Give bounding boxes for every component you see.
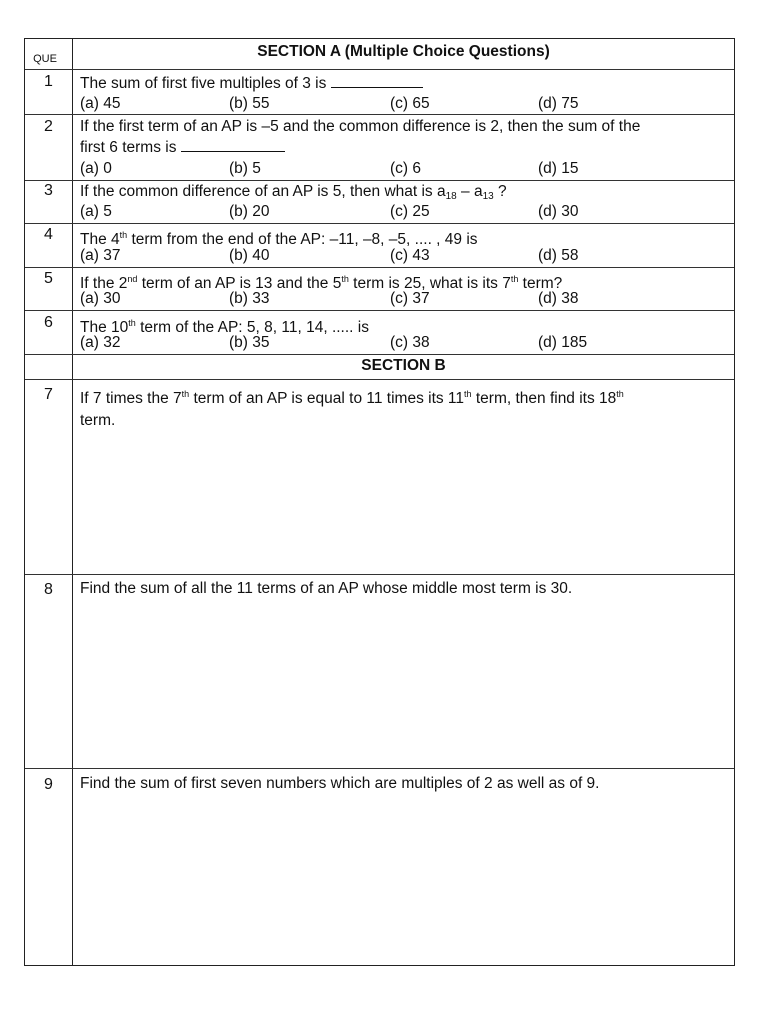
section-b-title: SECTION B [361, 357, 446, 374]
question-1-text [80, 73, 725, 94]
row-divider [25, 354, 734, 355]
question-1-options [80, 95, 725, 115]
question-number: 4 [44, 226, 53, 243]
row-divider [25, 114, 734, 115]
question-text: term of an AP is equal to 11 times its 11 [189, 390, 465, 407]
superscript: th [128, 318, 136, 328]
question-text: term. [80, 412, 116, 429]
option-c: (c) 37 [390, 290, 430, 307]
subscript: 18 [445, 191, 457, 202]
section-a-title: SECTION A (Multiple Choice Questions) [257, 43, 550, 60]
superscript: th [616, 389, 624, 399]
question-number: 3 [44, 182, 53, 199]
question-number: 6 [44, 314, 53, 331]
que-column-header: QUE [33, 53, 57, 65]
row-divider [25, 223, 734, 224]
option-a: (a) 32 [80, 334, 121, 351]
question-number: 7 [44, 386, 53, 403]
question-2-text [80, 116, 725, 137]
question-6-options [80, 334, 725, 354]
question-number: 1 [44, 73, 53, 90]
superscript: th [341, 274, 349, 284]
row-divider [25, 267, 734, 268]
question-text: – a [456, 183, 483, 200]
option-a: (a) 45 [80, 95, 121, 112]
answer-blank [181, 137, 285, 152]
option-d: (d) 30 [538, 203, 579, 220]
option-d: (d) 75 [538, 95, 579, 112]
question-text: The 10 [80, 319, 129, 336]
question-text: The 4 [80, 231, 120, 248]
option-b: (b) 20 [229, 203, 270, 220]
option-c: (c) 43 [390, 247, 430, 264]
question-text: term? [518, 275, 563, 292]
row-divider [25, 574, 734, 575]
option-d: (d) 58 [538, 247, 579, 264]
question-text-line1: If the first term of an AP is –5 and the common difference is 2, then the sum of the [80, 118, 641, 135]
question-text: If the common difference of an AP is 5, then what is a [80, 183, 446, 200]
question-8-text: Find the sum of all the 11 terms of an AP whose middle most term is 30. [80, 580, 573, 597]
question-2-text-cont [80, 137, 725, 158]
answer-blank [331, 73, 423, 88]
question-text: term is 25, what is its 7 [348, 275, 511, 292]
question-number: 5 [44, 270, 53, 287]
option-d: (d) 185 [538, 334, 588, 351]
question-number: 8 [44, 581, 53, 598]
option-d: (d) 15 [538, 160, 579, 177]
question-number: 2 [44, 118, 53, 135]
column-divider [72, 39, 73, 965]
row-divider [25, 69, 734, 70]
question-7-text [80, 383, 725, 432]
superscript: nd [127, 274, 138, 284]
row-divider [25, 768, 734, 769]
option-c: (c) 6 [390, 160, 421, 177]
option-a: (a) 5 [80, 203, 112, 220]
option-a: (a) 30 [80, 290, 121, 307]
question-4-options [80, 247, 725, 267]
option-a: (a) 37 [80, 247, 121, 264]
question-text: term, then find its 18 [471, 390, 617, 407]
row-divider [25, 310, 734, 311]
option-c: (c) 25 [390, 203, 430, 220]
question-paper-table [24, 38, 735, 966]
superscript: th [181, 389, 190, 399]
option-b: (b) 5 [229, 160, 261, 177]
question-text: term of the AP: 5, 8, 11, 14, ..... is [135, 319, 369, 336]
question-text: term from the end of the AP: –11, –8, –5, .... , 49 is [127, 231, 478, 248]
question-text: If 7 times the 7 [80, 390, 182, 407]
superscript: th [119, 230, 128, 240]
question-text: term of an AP is 13 and the 5 [137, 275, 342, 292]
option-c: (c) 38 [390, 334, 430, 351]
option-d: (d) 38 [538, 290, 579, 307]
question-text: The sum of first five multiples of 3 is [80, 75, 327, 92]
superscript: th [510, 274, 519, 284]
option-b: (b) 33 [229, 290, 270, 307]
subscript: 13 [482, 191, 494, 202]
question-3-options [80, 203, 725, 223]
option-b: (b) 35 [229, 334, 270, 351]
superscript: th [464, 389, 472, 399]
question-5-options [80, 290, 725, 310]
question-9-text: Find the sum of first seven numbers which are multiples of 2 as well as of 9. [80, 775, 600, 792]
question-text: ? [493, 183, 507, 200]
option-a: (a) 0 [80, 160, 112, 177]
row-divider [25, 379, 734, 380]
option-b: (b) 40 [229, 247, 270, 264]
option-b: (b) 55 [229, 95, 270, 112]
question-2-options [80, 160, 725, 180]
question-text-line2: first 6 terms is [80, 139, 177, 156]
question-text: If the 2 [80, 275, 128, 292]
question-number: 9 [44, 776, 53, 793]
option-c: (c) 65 [390, 95, 430, 112]
